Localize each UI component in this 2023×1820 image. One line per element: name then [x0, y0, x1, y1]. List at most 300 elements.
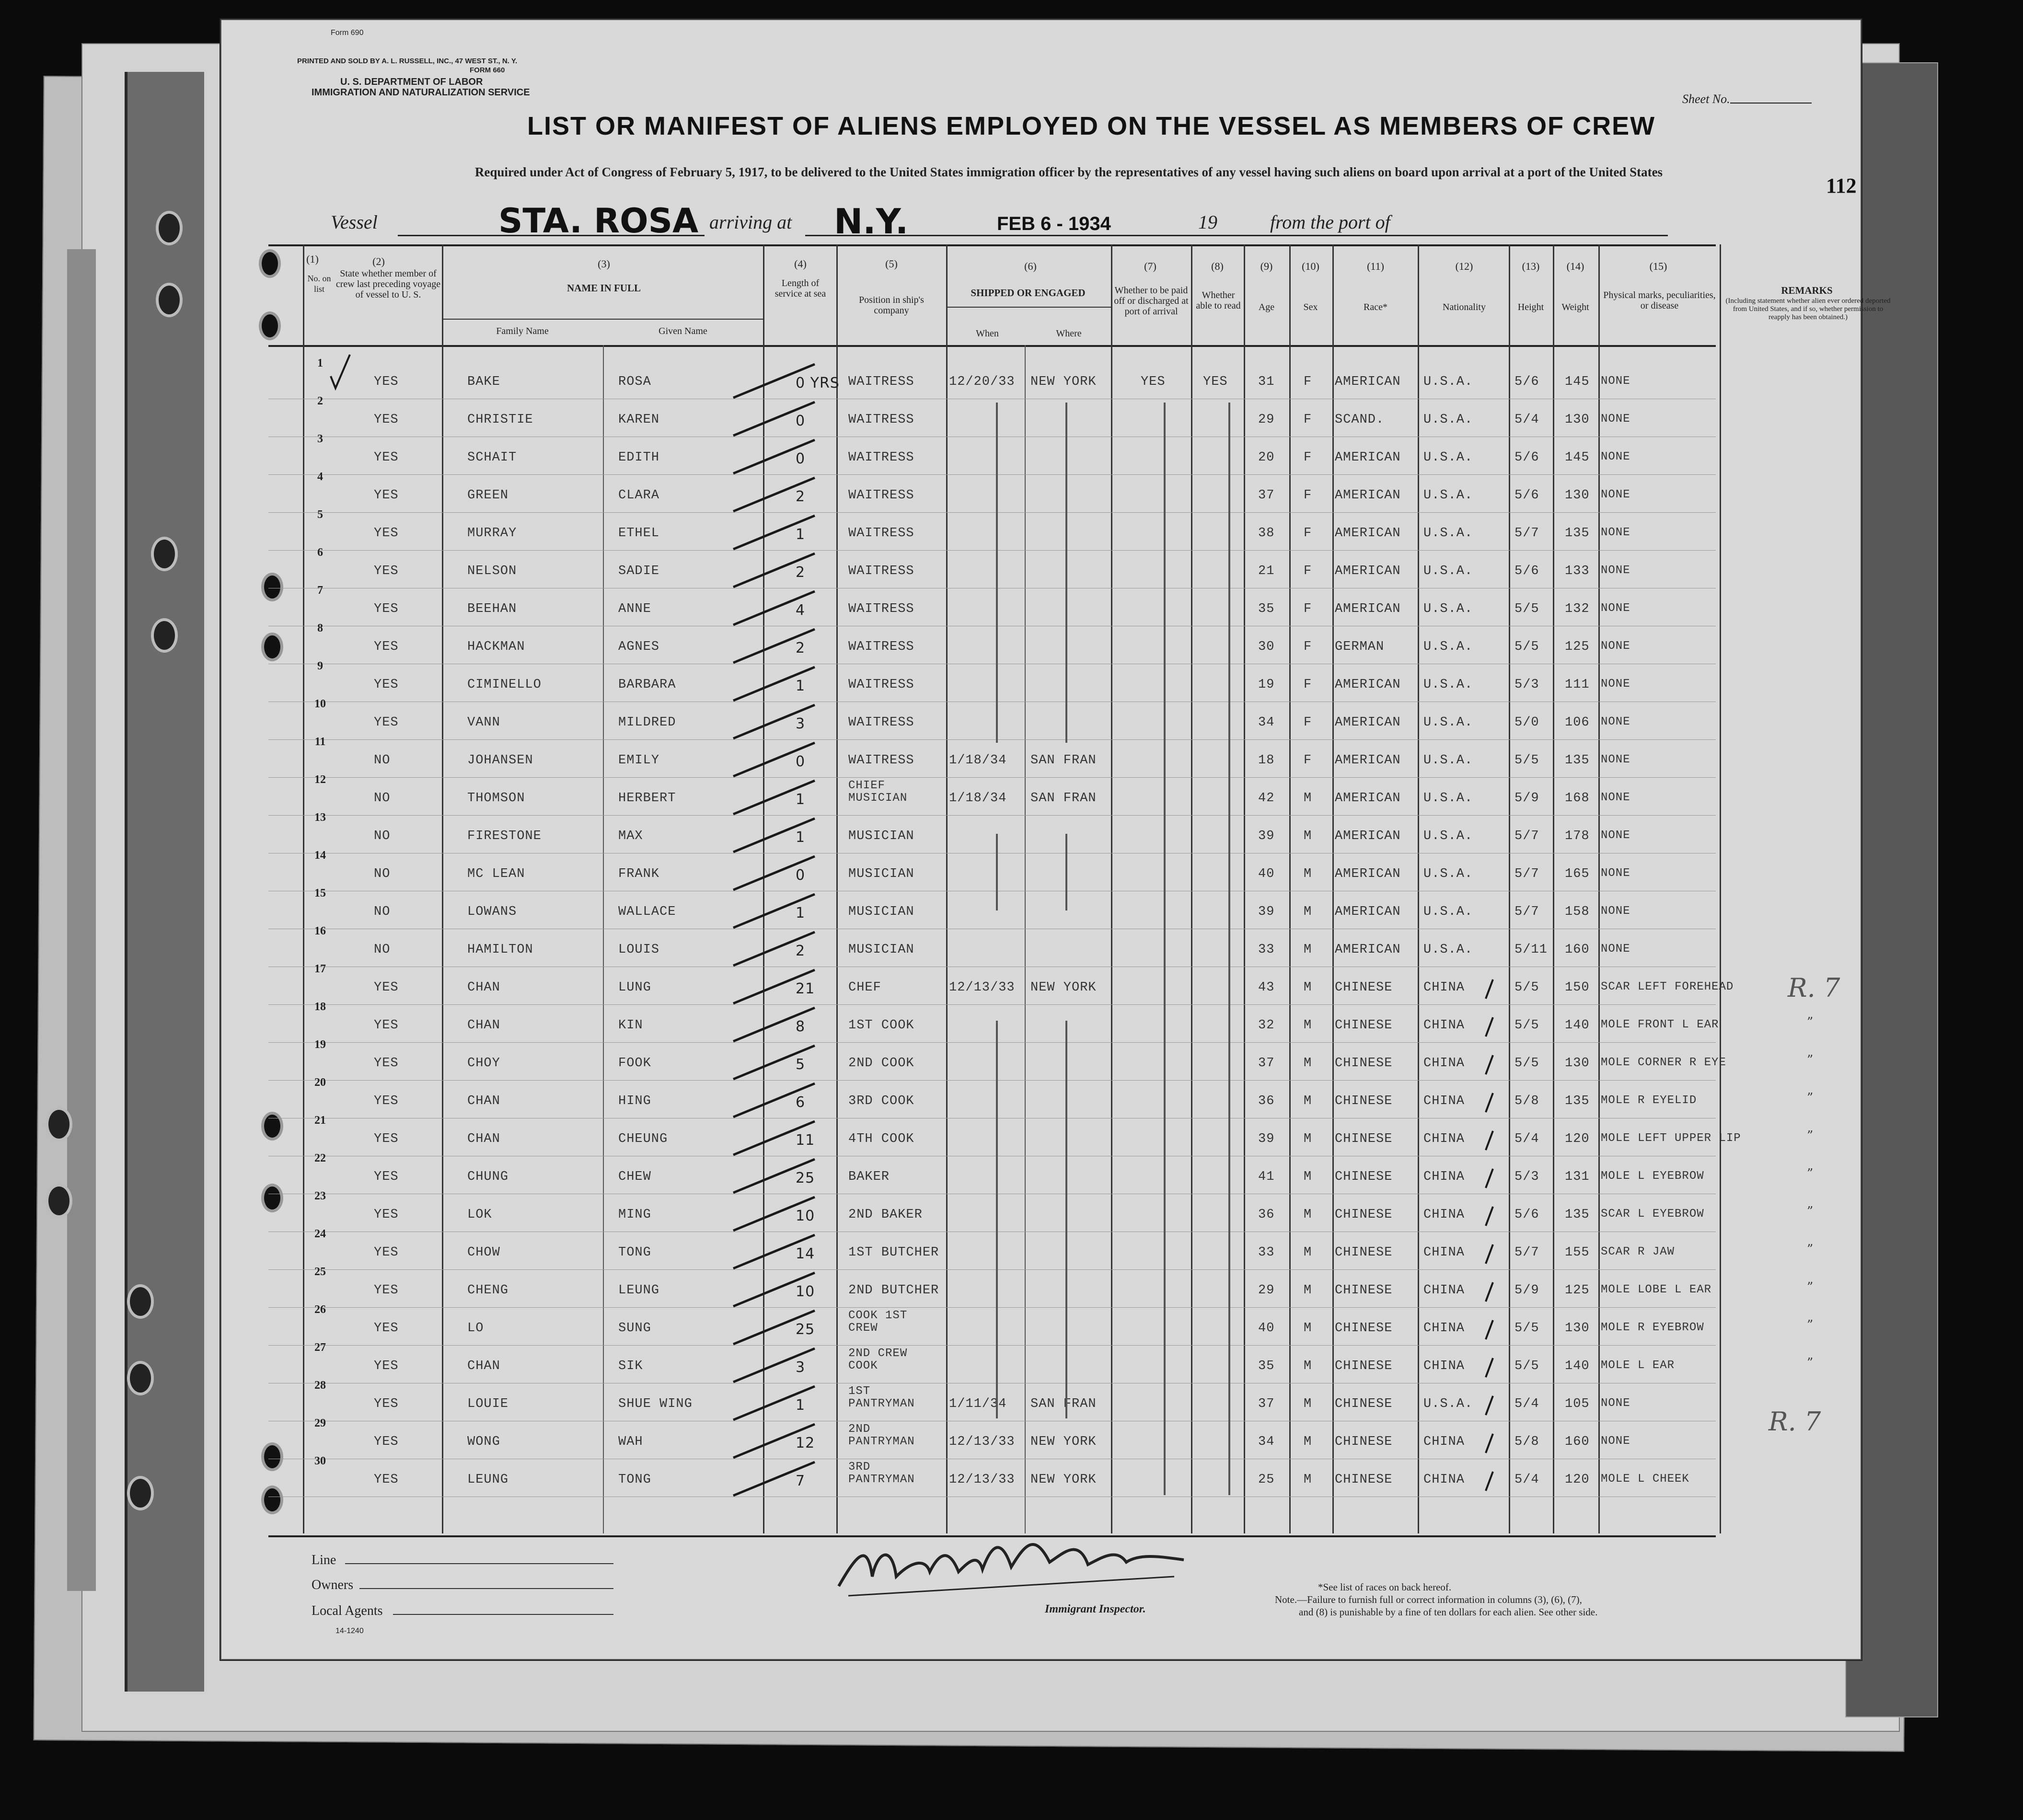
- cell-race: CHINESE: [1335, 1359, 1393, 1373]
- cell-age: 39: [1258, 829, 1275, 843]
- cell-race: AMERICAN: [1335, 905, 1401, 919]
- cell-age: 35: [1258, 602, 1275, 616]
- cell-position: WAITRESS: [848, 678, 914, 692]
- cell-race: AMERICAN: [1335, 526, 1401, 541]
- cell-given: ANNE: [618, 602, 651, 616]
- cell-height: 5/4: [1514, 1473, 1539, 1487]
- tick-mark: [733, 516, 815, 549]
- row-number: 2: [317, 395, 323, 407]
- cell-when: 1/18/34: [949, 791, 1007, 806]
- cell-nat: U.S.A.: [1423, 375, 1473, 389]
- tick-mark: [733, 1121, 815, 1155]
- cell-sex: M: [1304, 1473, 1312, 1487]
- header-when: When: [976, 328, 999, 339]
- cell-family: LO: [467, 1321, 484, 1336]
- cell-service: 25: [796, 1321, 815, 1338]
- cell-weight: 135: [1565, 1094, 1590, 1108]
- header-col2-number: (2): [372, 255, 385, 267]
- cell-race: SCAND.: [1335, 413, 1385, 427]
- cell-service: 0: [796, 413, 806, 429]
- tick-mark: [1486, 1244, 1493, 1264]
- cell-age: 32: [1258, 1018, 1275, 1033]
- tick-mark: [733, 1235, 815, 1268]
- arrival-date-stamp: FEB 6 - 1934: [997, 213, 1111, 234]
- cell-nat: CHINA: [1423, 1473, 1465, 1487]
- cell-sex: F: [1304, 488, 1312, 503]
- cell-height: 5/5: [1514, 602, 1539, 616]
- row-number: 5: [317, 508, 323, 521]
- printer-text: PRINTED AND SOLD BY A. L. RUSSELL, INC., 47 WEST ST., N. Y.: [297, 57, 518, 65]
- cell-nat: U.S.A.: [1423, 829, 1473, 843]
- cell-position: 1ST COOK: [848, 1018, 914, 1033]
- cell-position: BAKER: [848, 1170, 890, 1184]
- cell-sex: F: [1304, 526, 1312, 541]
- cell-position: WAITRESS: [848, 640, 914, 654]
- cell-family: HAMILTON: [467, 943, 533, 957]
- cell-given: MING: [618, 1208, 651, 1222]
- cell-position: WAITRESS: [848, 526, 914, 541]
- cell-marks: NONE: [1601, 678, 1630, 691]
- cell-family: CHOW: [467, 1245, 500, 1260]
- ditto-mark: ”: [1807, 1242, 1814, 1256]
- cell-nat: CHINA: [1423, 1132, 1465, 1146]
- cell-given: CHEW: [618, 1170, 651, 1184]
- cell-age: 37: [1258, 488, 1275, 503]
- header-family-name: Family Name: [496, 326, 549, 336]
- cell-prev: YES: [374, 1056, 399, 1071]
- cell-marks: NONE: [1601, 488, 1630, 501]
- cell-given: FRANK: [618, 867, 660, 881]
- remarks-note: R. 7: [1788, 973, 1840, 1003]
- ditto-mark: ”: [1807, 1356, 1814, 1370]
- cell-given: AGNES: [618, 640, 660, 654]
- tick-mark: [733, 781, 815, 814]
- cell-service: 25: [796, 1170, 815, 1186]
- cell-prev: YES: [374, 1208, 399, 1222]
- header-col15-number: (15): [1649, 260, 1667, 272]
- cell-race: CHINESE: [1335, 1245, 1393, 1260]
- cell-given: SHUE WING: [618, 1397, 693, 1411]
- cell-family: FIRESTONE: [467, 829, 542, 843]
- cell-height: 5/6: [1514, 375, 1539, 389]
- header-col5: Position in ship's company: [859, 295, 924, 316]
- cell-height: 5/3: [1514, 1170, 1539, 1184]
- row-number: 12: [314, 773, 326, 786]
- cell-marks: NONE: [1601, 791, 1630, 804]
- cell-position: WAITRESS: [848, 564, 914, 578]
- cell-position: MUSICIAN: [848, 943, 914, 957]
- from-port-label: from the port of: [1270, 211, 1390, 233]
- cell-height: 5/6: [1514, 488, 1539, 503]
- cell-race: AMERICAN: [1335, 678, 1401, 692]
- cell-sex: M: [1304, 1018, 1312, 1033]
- cell-position: MUSICIAN: [848, 905, 914, 919]
- row-number: 1: [317, 357, 323, 369]
- cell-height: 5/6: [1514, 1208, 1539, 1222]
- cell-service: 2: [796, 488, 806, 505]
- row-check: [331, 355, 350, 388]
- cell-sex: M: [1304, 1359, 1312, 1373]
- cell-given: SADIE: [618, 564, 660, 578]
- cell-where: SAN FRAN: [1030, 1397, 1097, 1411]
- cell-prev: YES: [374, 980, 399, 995]
- cell-marks: MOLE L EYEBROW: [1601, 1170, 1704, 1183]
- cell-prev: NO: [374, 791, 391, 806]
- cell-age: 31: [1258, 375, 1275, 389]
- cell-race: CHINESE: [1335, 1283, 1393, 1298]
- row-number: 13: [314, 811, 326, 824]
- cell-nat: U.S.A.: [1423, 526, 1473, 541]
- cell-nat: U.S.A.: [1423, 488, 1473, 503]
- cell-given: EDITH: [618, 450, 660, 465]
- header-col4: Length of service at sea: [775, 278, 826, 299]
- cell-prev: NO: [374, 905, 391, 919]
- cell-service: 6: [796, 1094, 806, 1111]
- cell-marks: NONE: [1601, 602, 1630, 615]
- department-name: U. S. DEPARTMENT OF LABOR: [340, 77, 483, 87]
- cell-height: 5/7: [1514, 1245, 1539, 1260]
- cell-position: WAITRESS: [848, 450, 914, 465]
- cell-race: CHINESE: [1335, 1132, 1393, 1146]
- cell-height: 5/8: [1514, 1094, 1539, 1108]
- cell-height: 5/6: [1514, 564, 1539, 578]
- tick-mark: [733, 705, 815, 738]
- cell-service: 8: [796, 1018, 806, 1035]
- cell-height: 5/11: [1514, 943, 1548, 957]
- cell-position: 1ST PANTRYMAN: [848, 1385, 915, 1410]
- cell-given: ETHEL: [618, 526, 660, 541]
- cell-sex: M: [1304, 1208, 1312, 1222]
- cell-nat: U.S.A.: [1423, 753, 1473, 768]
- cell-weight: 130: [1565, 488, 1590, 503]
- cell-age: 29: [1258, 1283, 1275, 1298]
- cell-marks: NONE: [1601, 1397, 1630, 1410]
- cell-nat: CHINA: [1423, 980, 1465, 995]
- cell-prev: YES: [374, 640, 399, 654]
- form-top-code: Form 690: [331, 29, 364, 37]
- cell-family: VANN: [467, 715, 500, 730]
- tick-mark: [733, 591, 815, 625]
- cell-height: 5/4: [1514, 413, 1539, 427]
- cell-height: 5/6: [1514, 450, 1539, 465]
- cell-age: 25: [1258, 1473, 1275, 1487]
- cell-service: 1: [796, 1397, 806, 1414]
- cell-nat: U.S.A.: [1423, 564, 1473, 578]
- cell-nat: CHINA: [1423, 1056, 1465, 1071]
- cell-height: 5/7: [1514, 526, 1539, 541]
- cell-weight: 132: [1565, 602, 1590, 616]
- remarks-note: R. 7: [1769, 1406, 1821, 1437]
- cell-given: WAH: [618, 1435, 643, 1449]
- cell-position: MUSICIAN: [848, 867, 914, 881]
- cell-marks: NONE: [1601, 640, 1630, 653]
- cell-height: 5/9: [1514, 1283, 1539, 1298]
- cell-where: NEW YORK: [1030, 1435, 1097, 1449]
- cell-nat: U.S.A.: [1423, 413, 1473, 427]
- cell-race: CHINESE: [1335, 1435, 1393, 1449]
- cell-age: 40: [1258, 867, 1275, 881]
- cell-prev: YES: [374, 488, 399, 503]
- header-given-name: Given Name: [659, 326, 707, 336]
- cell-sex: F: [1304, 564, 1312, 578]
- cell-height: 5/5: [1514, 1018, 1539, 1033]
- tick-mark: [733, 478, 815, 511]
- header-col1-number: (1): [306, 253, 319, 265]
- cell-given: ROSA: [618, 375, 651, 389]
- header-col12-number: (12): [1455, 260, 1473, 272]
- form-number: 14-1240: [335, 1627, 364, 1635]
- cell-position: 2ND BUTCHER: [848, 1283, 939, 1298]
- header-col1: No. on list: [307, 274, 331, 294]
- cell-weight: 130: [1565, 413, 1590, 427]
- cell-age: 33: [1258, 943, 1275, 957]
- tick-mark: [733, 364, 815, 398]
- cell-sex: M: [1304, 1245, 1312, 1260]
- cell-position: COOK 1ST CREW: [848, 1309, 908, 1335]
- cell-marks: NONE: [1601, 753, 1630, 766]
- cell-age: 40: [1258, 1321, 1275, 1336]
- cell-service: 3: [796, 1359, 806, 1376]
- cell-marks: MOLE FRONT L EAR: [1601, 1018, 1719, 1031]
- cell-family: LOK: [467, 1208, 492, 1222]
- header-col10-number: (10): [1302, 260, 1319, 272]
- cell-marks: MOLE L EAR: [1601, 1359, 1675, 1372]
- cell-family: CHUNG: [467, 1170, 509, 1184]
- cell-marks: NONE: [1601, 375, 1630, 388]
- cell-age: 36: [1258, 1094, 1275, 1108]
- cell-marks: NONE: [1601, 526, 1630, 539]
- sheet-number-label: Sheet No.: [1682, 92, 1730, 106]
- row-number: 18: [314, 1001, 326, 1013]
- inspector-label: Immigrant Inspector.: [1045, 1603, 1146, 1615]
- cell-prev: YES: [374, 1397, 399, 1411]
- footnote-fine: Note.—Failure to furnish full or correct information in columns (3), (6), (7),: [1275, 1594, 1582, 1605]
- ditto-mark: ”: [1807, 1015, 1814, 1029]
- cell-service: 0 YRS: [796, 375, 840, 392]
- tick-mark: [733, 856, 815, 890]
- cell-marks: SCAR L EYEBROW: [1601, 1208, 1704, 1221]
- cell-nat: U.S.A.: [1423, 943, 1473, 957]
- tick-mark: [733, 932, 815, 966]
- cell-position: 2ND CREW COOK: [848, 1347, 908, 1372]
- cell-race: AMERICAN: [1335, 450, 1401, 465]
- cell-sex: M: [1304, 829, 1312, 843]
- cell-nat: U.S.A.: [1423, 1397, 1473, 1411]
- tick-mark: [733, 1311, 815, 1344]
- cell-family: JOHANSEN: [467, 753, 533, 768]
- cell-race: AMERICAN: [1335, 829, 1401, 843]
- cell-age: 36: [1258, 1208, 1275, 1222]
- cell-race: AMERICAN: [1335, 715, 1401, 730]
- cell-sex: F: [1304, 375, 1312, 389]
- cell-given: SIK: [618, 1359, 643, 1373]
- cell-given: MILDRED: [618, 715, 676, 730]
- row-number: 25: [314, 1266, 326, 1278]
- cell-prev: YES: [374, 1132, 399, 1146]
- cell-height: 5/5: [1514, 980, 1539, 995]
- cell-family: CHAN: [467, 1018, 500, 1033]
- header-col9: Age: [1258, 302, 1275, 312]
- cell-nat: U.S.A.: [1423, 791, 1473, 806]
- cell-marks: MOLE CORNER R EYE: [1601, 1056, 1726, 1069]
- cell-age: 42: [1258, 791, 1275, 806]
- cell-prev: YES: [374, 1359, 399, 1373]
- cell-position: 3RD PANTRYMAN: [848, 1461, 915, 1486]
- header-col7-number: (7): [1144, 260, 1156, 272]
- cell-prev: YES: [374, 526, 399, 541]
- cell-height: 5/8: [1514, 1435, 1539, 1449]
- cell-weight: 125: [1565, 1283, 1590, 1298]
- page-number: 112: [1826, 174, 1857, 197]
- cell-given: CHEUNG: [618, 1132, 668, 1146]
- cell-family: NELSON: [467, 564, 517, 578]
- cell-given: BARBARA: [618, 678, 676, 692]
- cell-family: WONG: [467, 1435, 500, 1449]
- row-number: 15: [314, 887, 326, 899]
- ditto-mark: ”: [1807, 1204, 1814, 1219]
- tick-mark: [733, 818, 815, 852]
- cell-weight: 140: [1565, 1018, 1590, 1033]
- tick-mark: [1486, 1169, 1493, 1188]
- tick-mark: [733, 667, 815, 701]
- row-number: 29: [314, 1417, 326, 1429]
- cell-prev: YES: [374, 564, 399, 578]
- cell-height: 5/7: [1514, 829, 1539, 843]
- cell-weight: 135: [1565, 1208, 1590, 1222]
- cell-weight: 155: [1565, 1245, 1590, 1260]
- cell-weight: 120: [1565, 1473, 1590, 1487]
- row-number: 7: [317, 584, 323, 597]
- cell-nat: U.S.A.: [1423, 905, 1473, 919]
- cell-marks: MOLE LEFT UPPER LIP: [1601, 1132, 1741, 1145]
- cell-where: SAN FRAN: [1030, 791, 1097, 806]
- cell-service: 0: [796, 450, 806, 467]
- cell-prev: YES: [374, 602, 399, 616]
- cell-position: WAITRESS: [848, 413, 914, 427]
- cell-height: 5/5: [1514, 640, 1539, 654]
- cell-position: 2ND COOK: [848, 1056, 914, 1071]
- row-number: 16: [314, 925, 326, 937]
- cell-nat: CHINA: [1423, 1435, 1465, 1449]
- cell-family: LOWANS: [467, 905, 517, 919]
- cell-marks: MOLE R EYEBROW: [1601, 1321, 1704, 1334]
- cell-sex: F: [1304, 413, 1312, 427]
- header-col4-number: (4): [794, 258, 807, 270]
- tick-mark: [733, 743, 815, 776]
- cell-race: AMERICAN: [1335, 753, 1401, 768]
- cell-age: 21: [1258, 564, 1275, 578]
- cell-prev: YES: [374, 1283, 399, 1298]
- header-col6-number: (6): [1024, 260, 1037, 272]
- cell-given: KIN: [618, 1018, 643, 1033]
- cell-family: CHAN: [467, 1132, 500, 1146]
- cell-height: 5/4: [1514, 1132, 1539, 1146]
- cell-weight: 135: [1565, 526, 1590, 541]
- cell-marks: NONE: [1601, 905, 1630, 918]
- tick-mark: [1486, 1017, 1493, 1037]
- cell-race: AMERICAN: [1335, 867, 1401, 881]
- cell-age: 39: [1258, 1132, 1275, 1146]
- cell-service: 1: [796, 791, 806, 808]
- cell-prev: YES: [374, 450, 399, 465]
- tick-mark: [733, 1462, 815, 1496]
- cell-sex: F: [1304, 678, 1312, 692]
- tick-mark: [1486, 1131, 1493, 1150]
- cell-prev: YES: [374, 375, 399, 389]
- vessel-name: STA. ROSA: [498, 201, 699, 241]
- cell-nat: CHINA: [1423, 1245, 1465, 1260]
- service-name: IMMIGRATION AND NATURALIZATION SERVICE: [312, 87, 530, 98]
- ditto-mark: ”: [1807, 1280, 1814, 1294]
- ditto-mark: ”: [1807, 1318, 1814, 1332]
- cell-where: NEW YORK: [1030, 980, 1097, 995]
- cell-age: 29: [1258, 413, 1275, 427]
- cell-prev: YES: [374, 1473, 399, 1487]
- cell-when: 12/13/33: [949, 980, 1015, 995]
- cell-weight: 165: [1565, 867, 1590, 881]
- cell-weight: 135: [1565, 753, 1590, 768]
- cell-sex: F: [1304, 753, 1312, 768]
- row-number: 24: [314, 1228, 326, 1240]
- cell-marks: NONE: [1601, 1435, 1630, 1448]
- row-number: 22: [314, 1152, 326, 1164]
- cell-family: BAKE: [467, 375, 500, 389]
- footer-agents-label: Local Agents: [312, 1603, 383, 1618]
- header-remarks-sub: (Including statement whether alien ever ordered deported from United States, and if so, whether permission to reapply has been obtained.): [1725, 297, 1891, 321]
- cell-height: 5/5: [1514, 753, 1539, 768]
- cell-service: 0: [796, 753, 806, 770]
- row-number: 9: [317, 660, 323, 672]
- cell-age: 30: [1258, 640, 1275, 654]
- cell-height: 5/5: [1514, 1056, 1539, 1071]
- cell-position: MUSICIAN: [848, 829, 914, 843]
- cell-position: 1ST BUTCHER: [848, 1245, 939, 1260]
- cell-age: 19: [1258, 678, 1275, 692]
- cell-service: 10: [796, 1283, 815, 1300]
- cell-family: CIMINELLO: [467, 678, 542, 692]
- cell-position: CHEF: [848, 980, 881, 995]
- tick-mark: [733, 1348, 815, 1382]
- cell-race: CHINESE: [1335, 1170, 1393, 1184]
- cell-position: WAITRESS: [848, 715, 914, 730]
- cell-sex: M: [1304, 1283, 1312, 1298]
- cell-height: 5/9: [1514, 791, 1539, 806]
- cell-service: 1: [796, 678, 806, 694]
- header-col8-number: (8): [1211, 260, 1224, 272]
- cell-prev: YES: [374, 1094, 399, 1108]
- cell-family: BEEHAN: [467, 602, 517, 616]
- row-number: 20: [314, 1076, 326, 1089]
- cell-service: 12: [796, 1435, 815, 1451]
- cell-marks: NONE: [1601, 413, 1630, 426]
- cell-race: GERMAN: [1335, 640, 1385, 654]
- cell-race: CHINESE: [1335, 1321, 1393, 1336]
- cell-prev: NO: [374, 943, 391, 957]
- ditto-mark: ”: [1807, 1091, 1814, 1105]
- row-number: 19: [314, 1038, 326, 1051]
- tick-mark: [733, 1083, 815, 1117]
- cell-weight: 178: [1565, 829, 1590, 843]
- row-number: 26: [314, 1303, 326, 1316]
- cell-marks: NONE: [1601, 867, 1630, 880]
- cell-weight: 130: [1565, 1056, 1590, 1071]
- footer-owners-label: Owners: [312, 1578, 354, 1592]
- cell-prev: YES: [374, 1245, 399, 1260]
- cell-service: 2: [796, 943, 806, 959]
- cell-service: 0: [796, 867, 806, 884]
- cell-marks: SCAR R JAW: [1601, 1245, 1675, 1258]
- cell-nat: CHINA: [1423, 1170, 1465, 1184]
